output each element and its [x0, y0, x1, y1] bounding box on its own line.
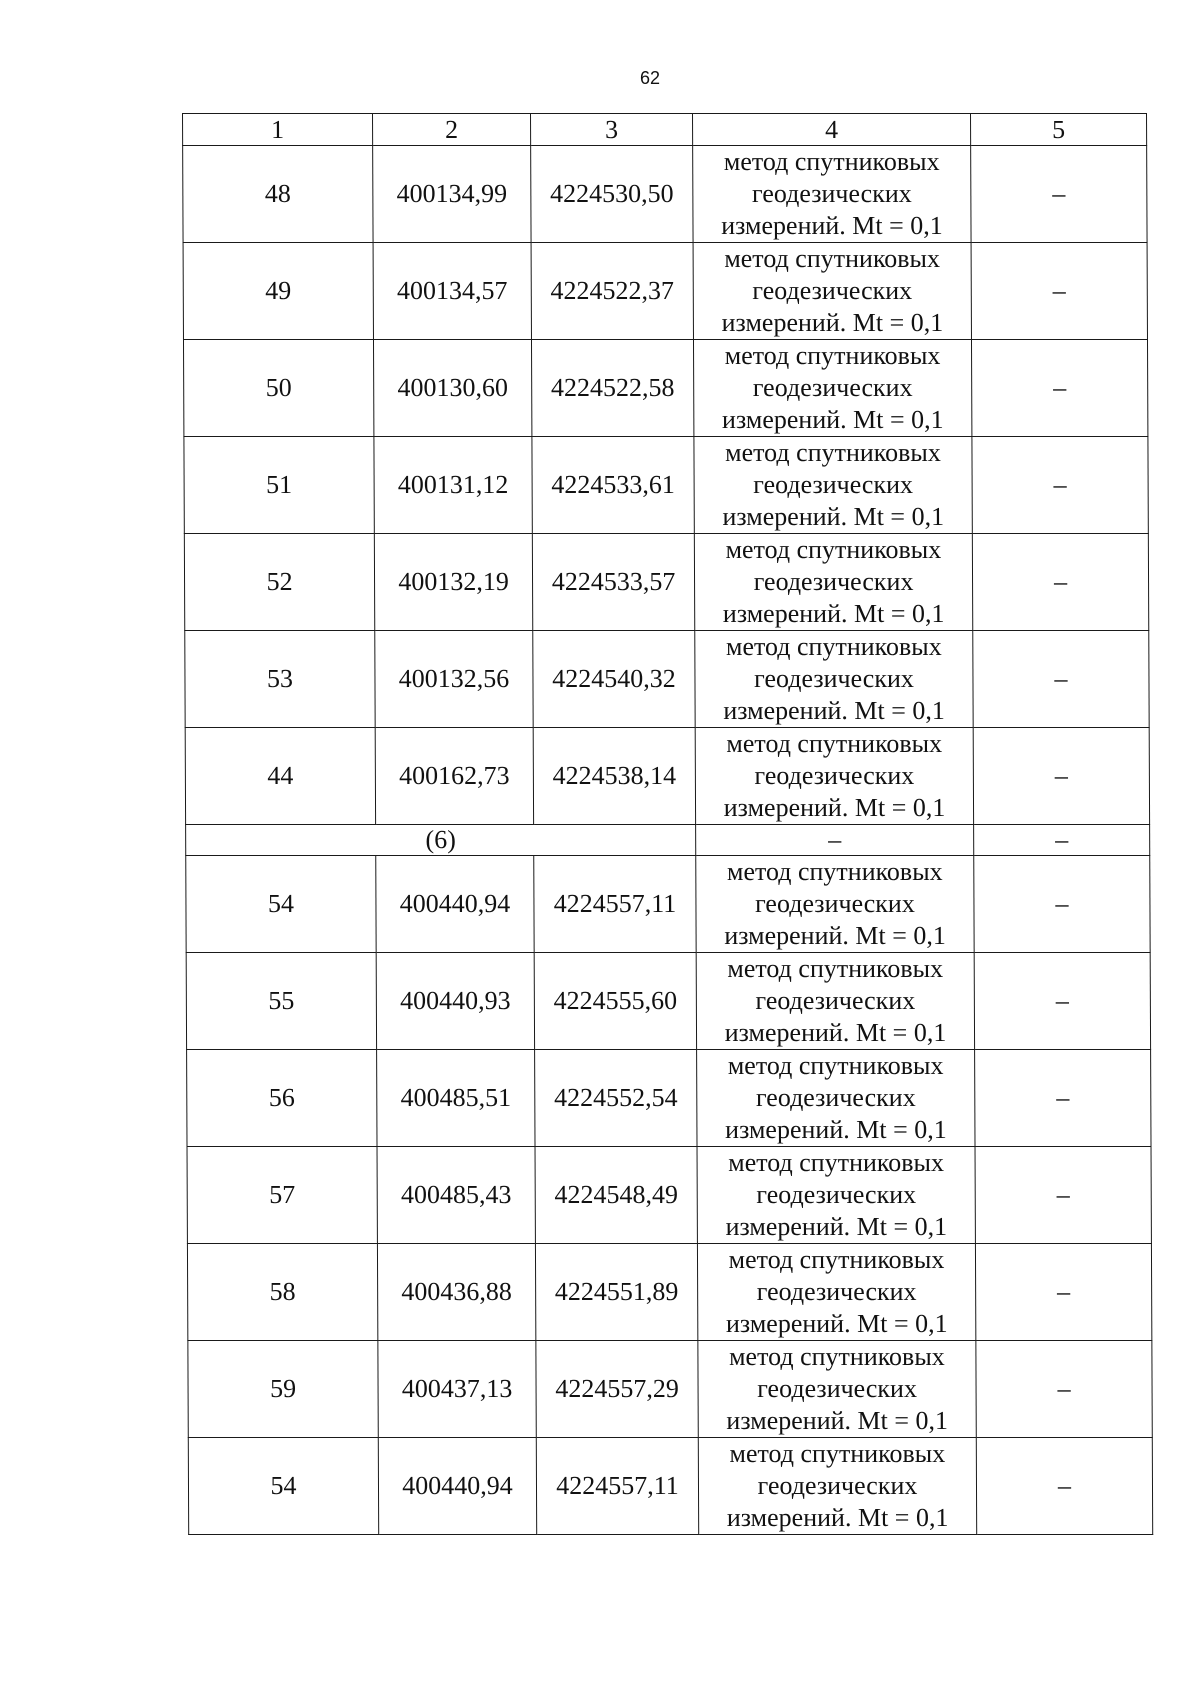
x-coordinate-cell: 400440,94	[378, 1438, 536, 1535]
method-cell: метод спутниковых геодезических измерений. Mt = 0,1	[696, 953, 974, 1050]
table-row	[185, 728, 1149, 825]
point-number-cell: 48	[183, 146, 373, 243]
x-coordinate-cell: 400132,19	[374, 534, 532, 631]
table-row	[184, 437, 1148, 534]
point-number-cell: 50	[183, 340, 373, 437]
method-cell: метод спутниковых геодезических измерений. Mt = 0,1	[695, 631, 973, 728]
point-number-cell: 51	[184, 437, 374, 534]
y-coordinate-cell: 4224557,11	[536, 1438, 698, 1535]
section-label: (6)	[186, 825, 696, 856]
y-coordinate-cell: 4224522,37	[531, 243, 693, 340]
y-coordinate-cell: 4224533,57	[532, 534, 694, 631]
method-cell: метод спутниковых геодезических измерений. Mt = 0,1	[694, 534, 972, 631]
y-coordinate-cell: 4224533,61	[532, 437, 694, 534]
table-row	[186, 953, 1150, 1050]
point-number-cell: 44	[185, 728, 375, 825]
x-coordinate-cell: 400440,93	[376, 953, 534, 1050]
column-header: 1	[183, 114, 373, 146]
note-cell: –	[973, 631, 1149, 728]
note-cell: –	[974, 953, 1150, 1050]
table-row	[183, 340, 1147, 437]
method-cell: метод спутниковых геодезических измерений. Mt = 0,1	[697, 1147, 975, 1244]
section-method-cell: –	[696, 825, 974, 856]
column-header: 4	[693, 114, 971, 146]
y-coordinate-cell: 4224557,29	[536, 1341, 698, 1438]
page-number: 62	[639, 68, 661, 88]
point-number-cell: 56	[187, 1050, 377, 1147]
point-number-cell: 52	[184, 534, 374, 631]
table-row	[187, 1050, 1151, 1147]
note-cell: –	[971, 146, 1147, 243]
x-coordinate-cell: 400134,99	[373, 146, 531, 243]
table-row	[188, 1438, 1152, 1535]
method-cell: метод спутниковых геодезических измерений. Mt = 0,1	[693, 243, 971, 340]
point-number-cell: 54	[186, 856, 376, 953]
y-coordinate-cell: 4224552,54	[535, 1050, 697, 1147]
y-coordinate-cell: 4224548,49	[535, 1147, 697, 1244]
x-coordinate-cell: 400485,51	[377, 1050, 535, 1147]
x-coordinate-cell: 400130,60	[373, 340, 531, 437]
note-cell: –	[975, 1147, 1151, 1244]
table-row	[185, 631, 1149, 728]
method-cell: метод спутниковых геодезических измерений. Mt = 0,1	[693, 146, 971, 243]
point-number-cell: 55	[186, 953, 376, 1050]
note-cell: –	[971, 243, 1147, 340]
method-cell: метод спутниковых геодезических измерений. Mt = 0,1	[695, 728, 973, 825]
method-cell: метод спутниковых геодезических измерений. Mt = 0,1	[694, 437, 972, 534]
column-header: 3	[531, 114, 693, 146]
point-number-cell: 59	[188, 1341, 378, 1438]
coordinates-table	[182, 113, 1153, 1535]
y-coordinate-cell: 4224557,11	[534, 856, 696, 953]
x-coordinate-cell: 400440,94	[376, 856, 534, 953]
note-cell: –	[975, 1244, 1151, 1341]
column-header-row	[183, 114, 1147, 146]
point-number-cell: 49	[183, 243, 373, 340]
method-cell: метод спутниковых геодезических измерений. Mt = 0,1	[696, 856, 974, 953]
note-cell: –	[973, 728, 1149, 825]
table-body	[183, 114, 1153, 1535]
method-cell: метод спутниковых геодезических измерений. Mt = 0,1	[698, 1341, 976, 1438]
x-coordinate-cell: 400132,56	[375, 631, 533, 728]
y-coordinate-cell: 4224540,32	[533, 631, 695, 728]
x-coordinate-cell: 400131,12	[374, 437, 532, 534]
method-cell: метод спутниковых геодезических измерений. Mt = 0,1	[693, 340, 971, 437]
y-coordinate-cell: 4224538,14	[533, 728, 695, 825]
point-number-cell: 54	[188, 1438, 378, 1535]
column-header: 5	[971, 114, 1147, 146]
note-cell: –	[971, 340, 1147, 437]
y-coordinate-cell: 4224555,60	[534, 953, 696, 1050]
table-row	[186, 856, 1150, 953]
x-coordinate-cell: 400134,57	[373, 243, 531, 340]
method-cell: метод спутниковых геодезических измерений. Mt = 0,1	[697, 1050, 975, 1147]
table-row	[188, 1341, 1152, 1438]
note-cell: –	[974, 856, 1150, 953]
point-number-cell: 57	[187, 1147, 377, 1244]
table-row	[187, 1147, 1151, 1244]
column-header: 2	[373, 114, 531, 146]
note-cell: –	[972, 437, 1148, 534]
x-coordinate-cell: 400436,88	[377, 1244, 535, 1341]
table-row	[183, 146, 1147, 243]
table-row	[184, 534, 1148, 631]
table-row	[187, 1244, 1151, 1341]
section-row	[186, 825, 1150, 856]
y-coordinate-cell: 4224530,50	[531, 146, 693, 243]
note-cell: –	[972, 534, 1148, 631]
note-cell: –	[975, 1050, 1151, 1147]
x-coordinate-cell: 400437,13	[378, 1341, 536, 1438]
method-cell: метод спутниковых геодезических измерений. Mt = 0,1	[698, 1438, 976, 1535]
note-cell: –	[976, 1438, 1152, 1535]
y-coordinate-cell: 4224522,58	[531, 340, 693, 437]
x-coordinate-cell: 400162,73	[375, 728, 533, 825]
table-row	[183, 243, 1147, 340]
section-note-cell: –	[974, 825, 1150, 856]
point-number-cell: 53	[185, 631, 375, 728]
method-cell: метод спутниковых геодезических измерений. Mt = 0,1	[697, 1244, 975, 1341]
x-coordinate-cell: 400485,43	[377, 1147, 535, 1244]
point-number-cell: 58	[187, 1244, 377, 1341]
note-cell: –	[976, 1341, 1152, 1438]
y-coordinate-cell: 4224551,89	[535, 1244, 697, 1341]
